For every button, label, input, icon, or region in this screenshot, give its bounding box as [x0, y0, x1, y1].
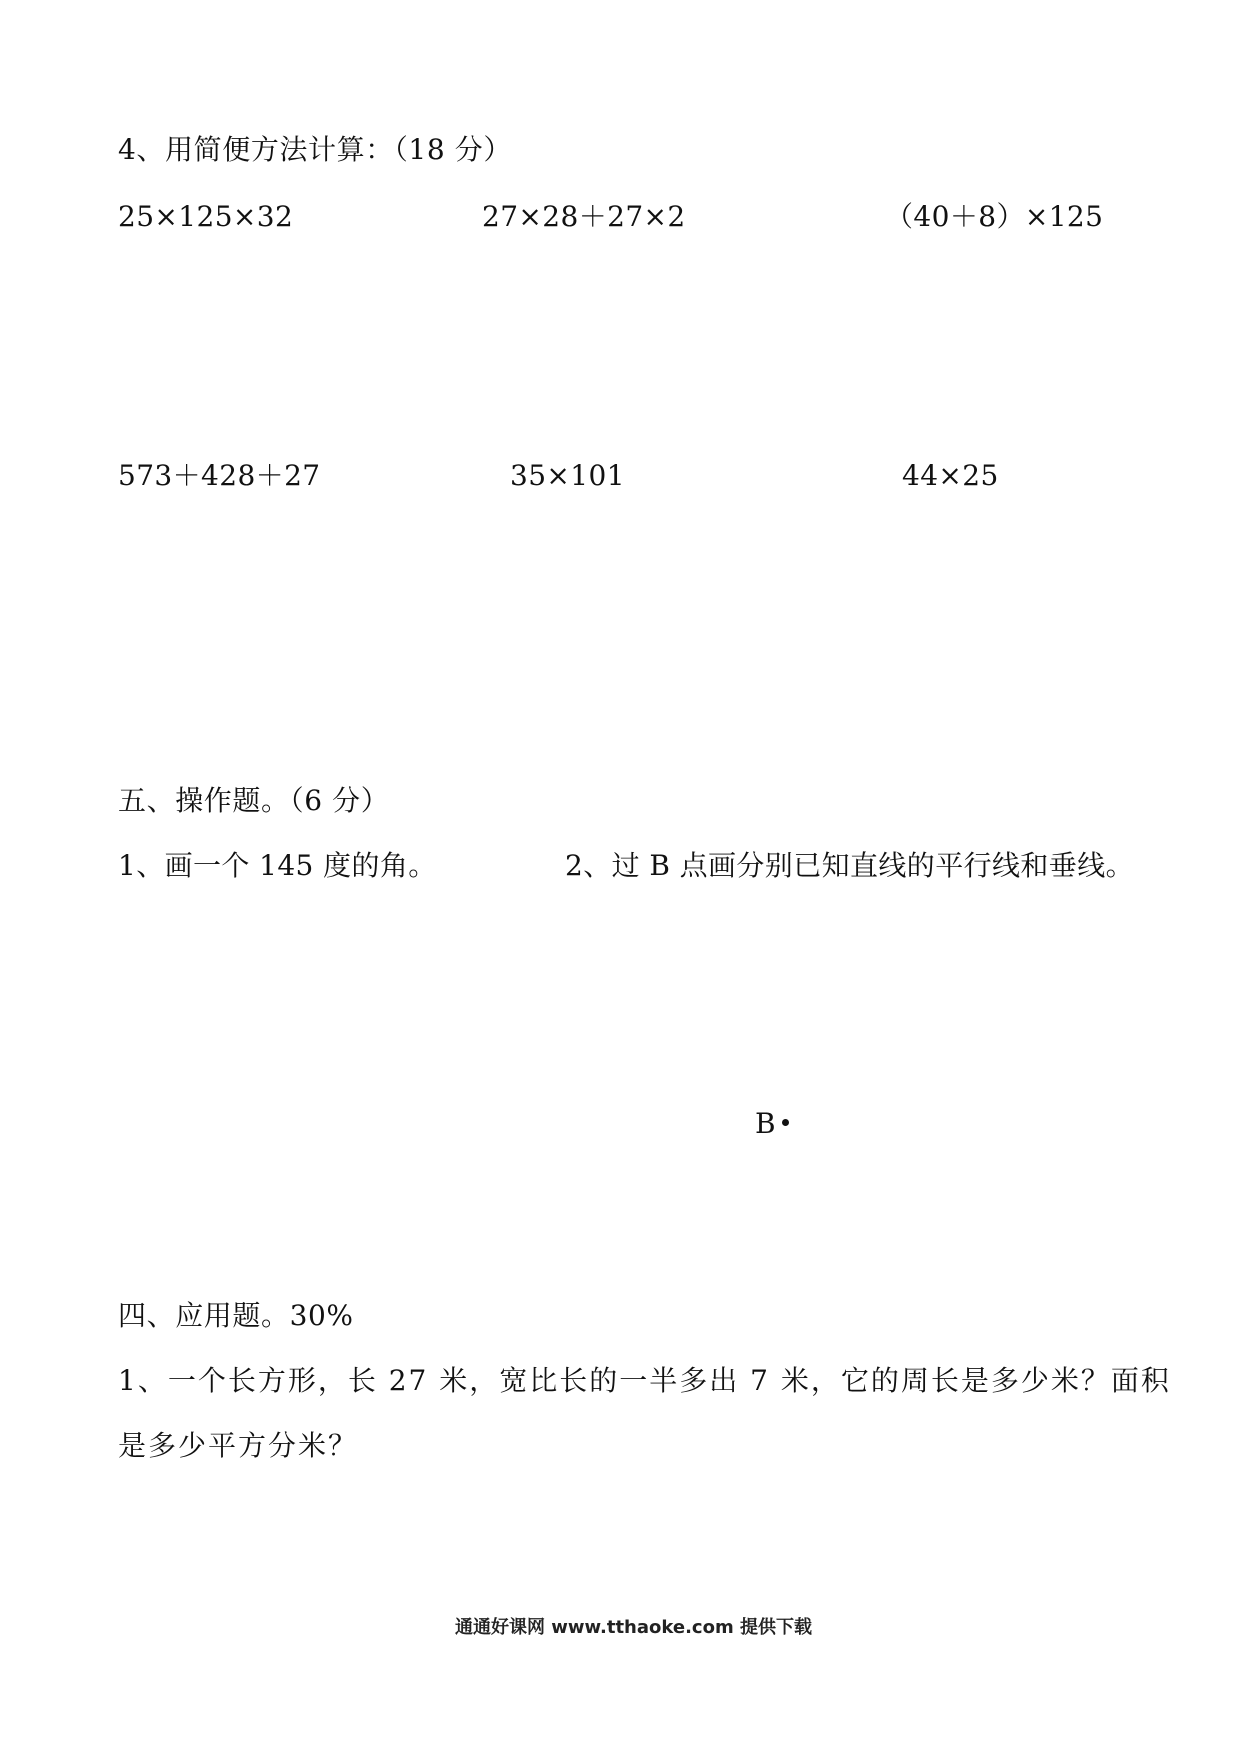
calc-problem-3: （40＋8）×125	[885, 200, 1104, 233]
section-5-title: 五、操作题。（6 分）	[118, 784, 390, 817]
section-4-title: 4、用简便方法计算：（18 分）	[118, 133, 512, 166]
operation-question-2: 2、过 B 点画分别已知直线的平行线和垂线。	[565, 849, 1134, 882]
calc-problem-1: 25×125×32	[118, 200, 294, 233]
operation-question-1: 1、画一个 145 度的角。	[118, 849, 437, 882]
application-question-1-line-1: 1、一个长方形，长 27 米，宽比长的一半多出 7 米，它的周长是多少米？面积	[118, 1364, 1171, 1397]
application-question-1-line-2: 是多少平方分米？	[118, 1429, 359, 1462]
calc-problem-4: 573＋428＋27	[118, 459, 321, 492]
application-section-title: 四、应用题。30%	[118, 1299, 354, 1332]
calc-problem-6: 44×25	[902, 459, 999, 492]
point-b-dot	[782, 1119, 789, 1126]
calc-problem-2: 27×28＋27×2	[482, 200, 686, 233]
footer-download-text: 通通好课网 www.tthaoke.com 提供下载	[455, 1617, 812, 1638]
calc-problem-5: 35×101	[510, 459, 625, 492]
point-b-label: B	[755, 1107, 776, 1140]
